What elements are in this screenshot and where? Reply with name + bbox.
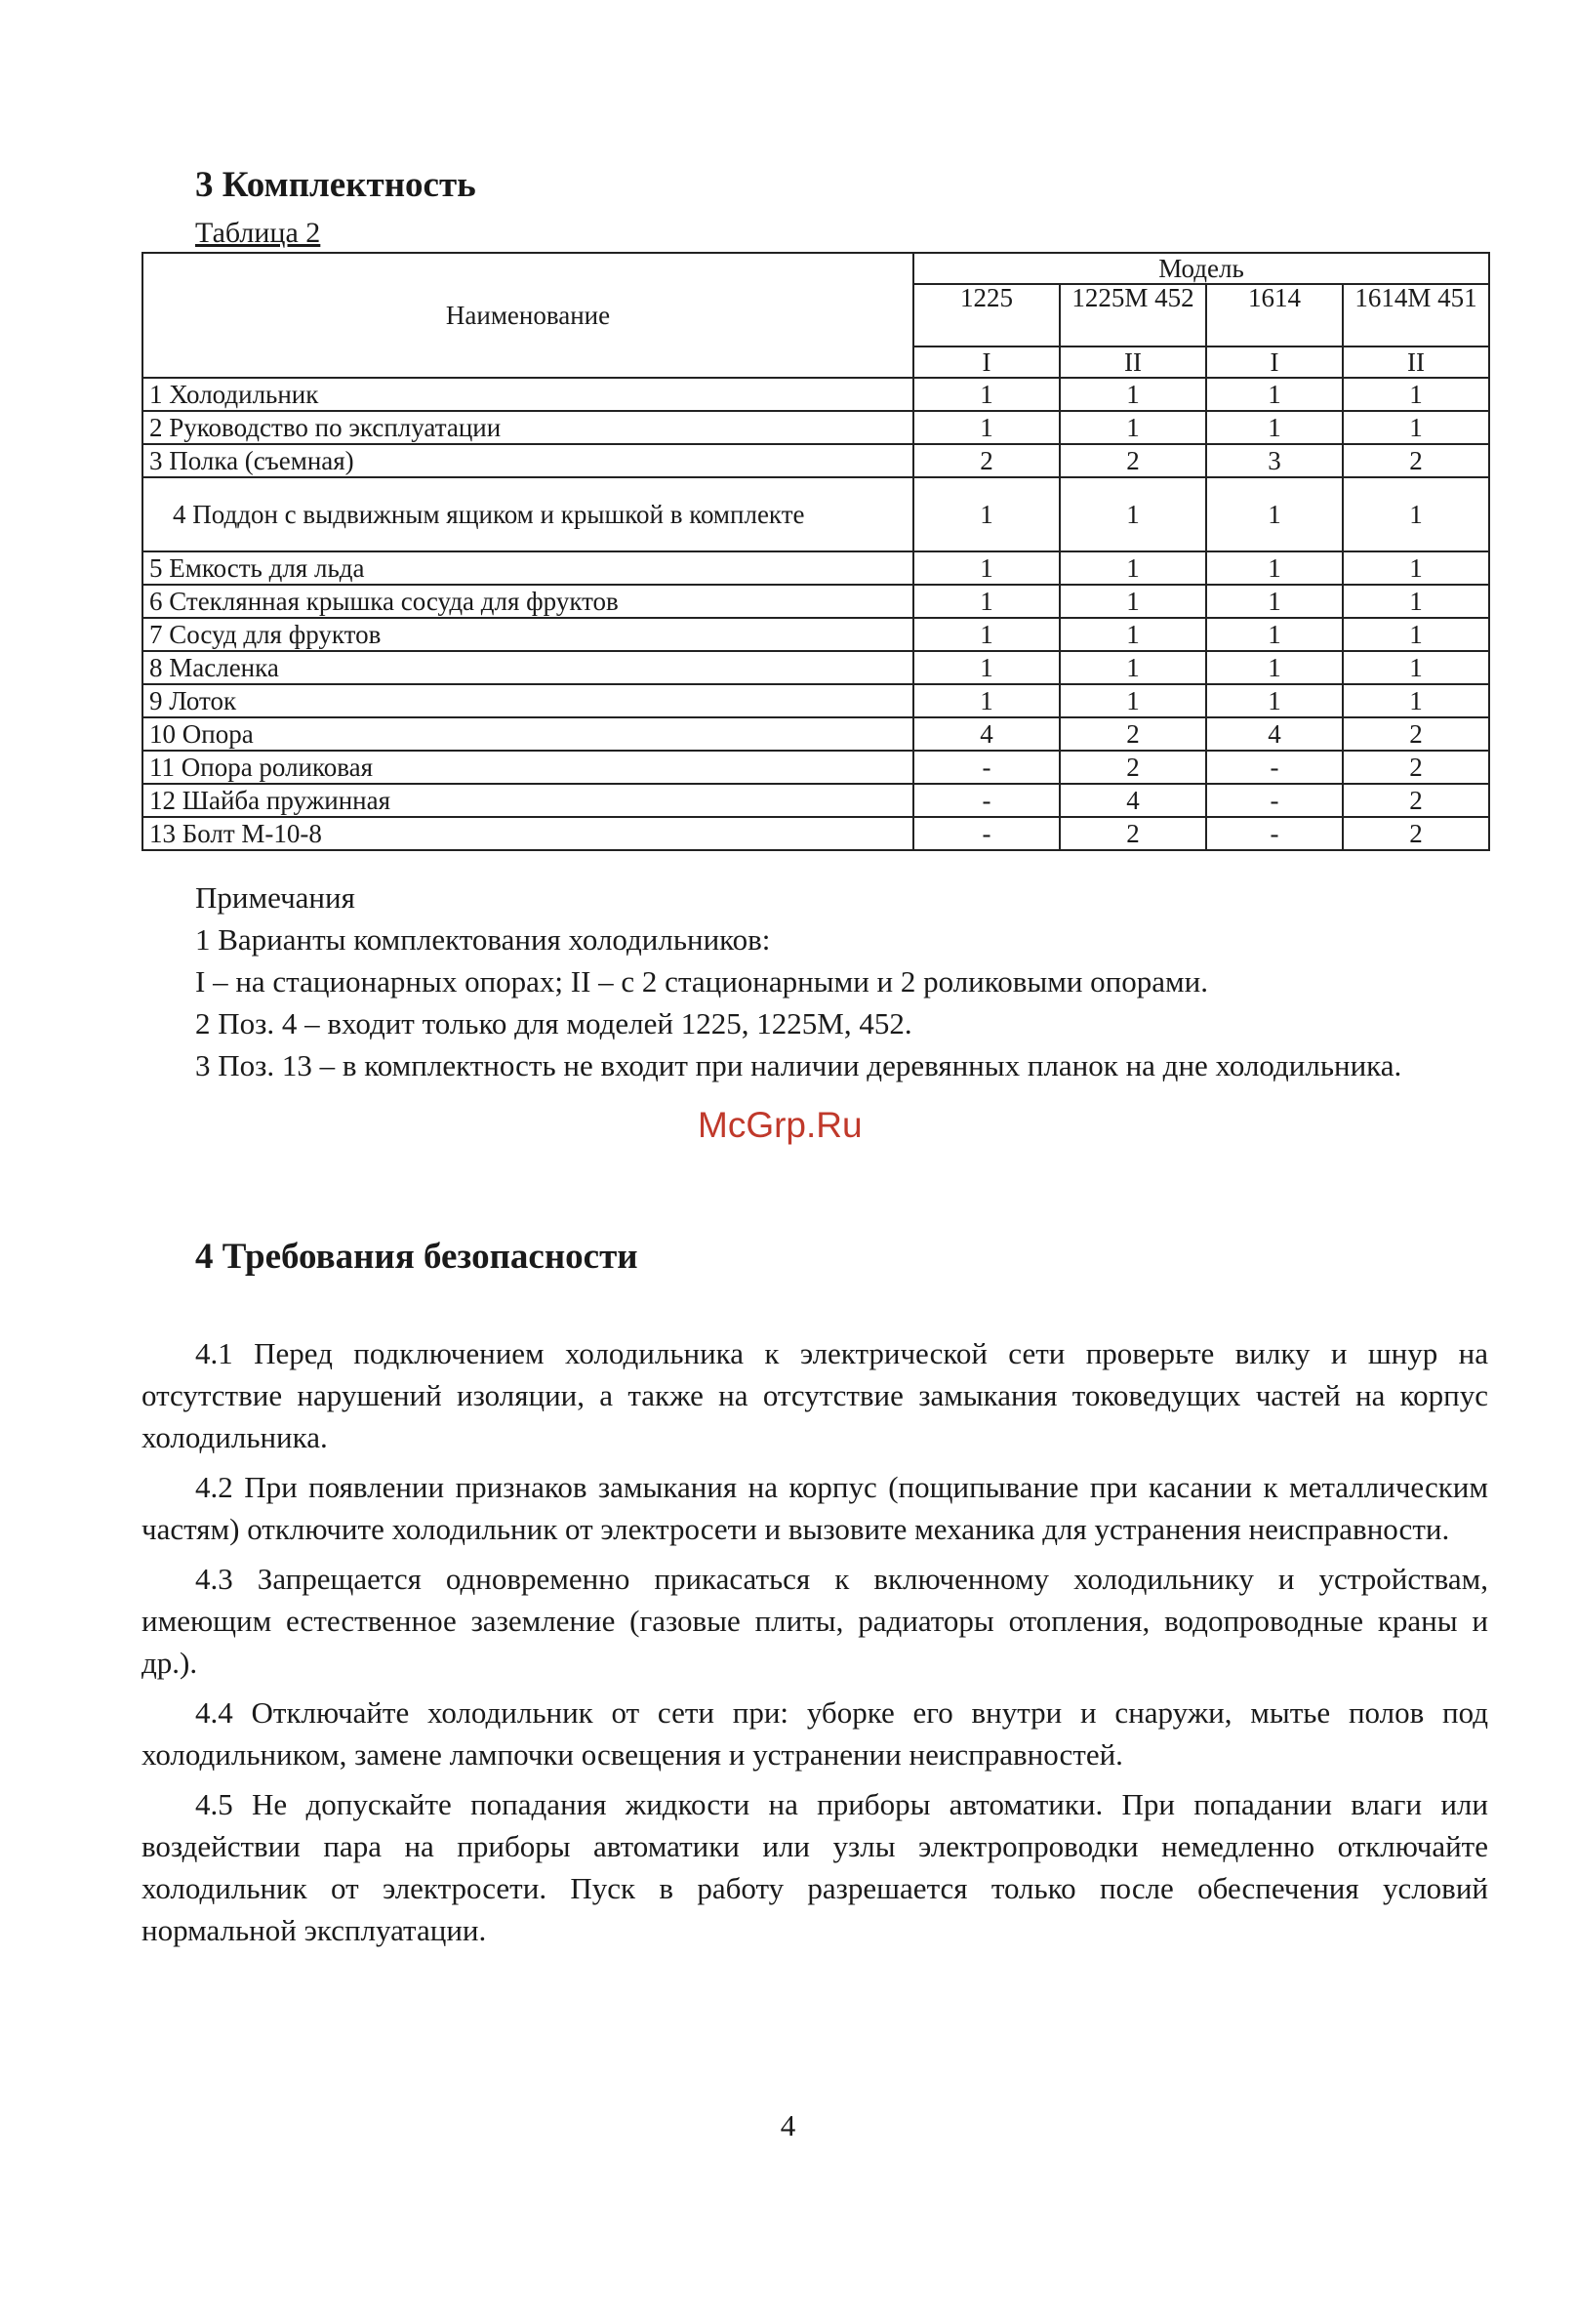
quantity-cell: 1 xyxy=(913,378,1060,411)
item-name-cell: 5 Емкость для льда xyxy=(142,551,913,585)
quantity-cell: 1 xyxy=(1060,378,1206,411)
quantity-cell: 2 xyxy=(913,444,1060,477)
note-line: 3 Поз. 13 – в комплектность не входит при наличии деревянных планок на дне холодильника. xyxy=(195,1048,1402,1082)
quantity-cell: - xyxy=(1206,751,1343,784)
section-4-title: 4 Требования безопасности xyxy=(195,1237,638,1277)
safety-paragraph: 4.2 При появлении признаков замыкания на корпус (пощипывание при касании к металлическим частям) отключите холодильник от электросети и вызовите механика для устранения неисправности. xyxy=(141,1470,1488,1546)
item-name-cell: 7 Сосуд для фруктов xyxy=(142,618,913,651)
table-row xyxy=(142,651,1489,684)
quantity-cell: 1 xyxy=(913,477,1060,551)
quantity-cell: 1 xyxy=(1060,618,1206,651)
quantity-cell: 2 xyxy=(1343,444,1489,477)
table-row xyxy=(142,717,1489,751)
table-row xyxy=(142,817,1489,850)
item-name-cell: 10 Опора xyxy=(142,717,913,751)
safety-paragraph: 4.4 Отключайте холодильник от сети при: уборке его внутри и снаружи, мытье полов под холодильником, замене лампочки освещения и устранении неисправностей. xyxy=(141,1695,1488,1772)
model-header: 1614M 451 xyxy=(1343,284,1489,347)
quantity-cell: 1 xyxy=(1206,618,1343,651)
item-name-cell: 9 Лоток xyxy=(142,684,913,717)
completeness-table-body xyxy=(142,378,1489,850)
table-row xyxy=(142,378,1489,411)
quantity-cell: 1 xyxy=(1343,585,1489,618)
note-line: 2 Поз. 4 – входит только для моделей 1225, 1225М, 452. xyxy=(195,1006,912,1040)
item-name-cell: 11 Опора роликовая xyxy=(142,751,913,784)
quantity-cell: 1 xyxy=(1206,585,1343,618)
item-name-cell: 6 Стеклянная крышка сосуда для фруктов xyxy=(142,585,913,618)
quantity-cell: 1 xyxy=(1343,477,1489,551)
quantity-cell: 1 xyxy=(1206,477,1343,551)
model-group-header: Модель xyxy=(913,253,1489,284)
table-row xyxy=(142,477,1489,551)
quantity-cell: 1 xyxy=(1060,651,1206,684)
note-line: 1 Варианты комплектования холодильников: xyxy=(195,922,771,957)
quantity-cell: 1 xyxy=(1343,651,1489,684)
quantity-cell: - xyxy=(1206,817,1343,850)
note-line: I – на стационарных опорах; II – с 2 стационарными и 2 роликовыми опорами. xyxy=(195,964,1208,999)
quantity-cell: 1 xyxy=(1060,551,1206,585)
item-name-cell: 3 Полка (съемная) xyxy=(142,444,913,477)
quantity-cell: 1 xyxy=(1343,378,1489,411)
quantity-cell: 3 xyxy=(1206,444,1343,477)
quantity-cell: 1 xyxy=(1343,411,1489,444)
item-name-cell: 12 Шайба пружинная xyxy=(142,784,913,817)
item-name-cell: 1 Холодильник xyxy=(142,378,913,411)
quantity-cell: 1 xyxy=(913,551,1060,585)
quantity-cell: 1 xyxy=(1206,378,1343,411)
notes-heading: Примечания xyxy=(195,880,355,915)
completeness-table xyxy=(141,252,1490,851)
quantity-cell: 1 xyxy=(1343,684,1489,717)
quantity-cell: 2 xyxy=(1060,751,1206,784)
variant-header: I xyxy=(913,347,1060,378)
table-row xyxy=(142,444,1489,477)
quantity-cell: 2 xyxy=(1343,717,1489,751)
table-row xyxy=(142,751,1489,784)
quantity-cell: 1 xyxy=(1343,551,1489,585)
quantity-cell: - xyxy=(1206,784,1343,817)
model-header: 1614 xyxy=(1206,284,1343,347)
quantity-cell: - xyxy=(913,751,1060,784)
quantity-cell: 4 xyxy=(1060,784,1206,817)
quantity-cell: 1 xyxy=(913,618,1060,651)
table-row xyxy=(142,618,1489,651)
page-number: 4 xyxy=(780,2108,796,2142)
quantity-cell: - xyxy=(913,784,1060,817)
table-row xyxy=(142,784,1489,817)
quantity-cell: 1 xyxy=(913,651,1060,684)
model-header: 1225 xyxy=(913,284,1060,347)
quantity-cell: 2 xyxy=(1343,784,1489,817)
item-name-cell: 4 Поддон с выдвижным ящиком и крышкой в комплекте xyxy=(142,477,913,551)
quantity-cell: 1 xyxy=(1206,684,1343,717)
quantity-cell: 1 xyxy=(1206,551,1343,585)
quantity-cell: 1 xyxy=(913,684,1060,717)
quantity-cell: 1 xyxy=(1060,585,1206,618)
quantity-cell: 2 xyxy=(1343,751,1489,784)
quantity-cell: 4 xyxy=(1206,717,1343,751)
variant-header: I xyxy=(1206,347,1343,378)
quantity-cell: 1 xyxy=(1206,651,1343,684)
safety-paragraph: 4.3 Запрещается одновременно прикасаться к включенному холодильнику и устройствам, имеющим естественное заземление (газовые плиты, радиаторы отопления, водопроводные краны и др.). xyxy=(141,1562,1488,1680)
item-name-cell: 13 Болт М-10-8 xyxy=(142,817,913,850)
quantity-cell: 2 xyxy=(1060,717,1206,751)
table-row xyxy=(142,411,1489,444)
quantity-cell: 2 xyxy=(1060,444,1206,477)
quantity-cell: 2 xyxy=(1060,817,1206,850)
table-row xyxy=(142,551,1489,585)
quantity-cell: 1 xyxy=(913,585,1060,618)
safety-requirements xyxy=(141,1332,1488,1959)
quantity-cell: 1 xyxy=(913,411,1060,444)
table-caption: Таблица 2 xyxy=(195,217,321,249)
notes-block xyxy=(141,877,1488,1086)
quantity-cell: 4 xyxy=(913,717,1060,751)
quantity-cell: 2 xyxy=(1343,817,1489,850)
name-column-header: Наименование xyxy=(142,253,913,378)
table-row xyxy=(142,684,1489,717)
quantity-cell: 1 xyxy=(1206,411,1343,444)
quantity-cell: 1 xyxy=(1060,477,1206,551)
quantity-cell: 1 xyxy=(1343,618,1489,651)
variant-header: II xyxy=(1060,347,1206,378)
section-3-title: 3 Комплектность xyxy=(195,165,476,205)
watermark-link[interactable]: McGrp.Ru xyxy=(698,1105,863,1145)
quantity-cell: 1 xyxy=(1060,684,1206,717)
model-header: 1225M 452 xyxy=(1060,284,1206,347)
safety-paragraph: 4.1 Перед подключением холодильника к электрической сети проверьте вилку и шнур на отсутствие нарушений изоляции, а также на отсутствие замыкания токоведущих частей на корпус холодильника. xyxy=(141,1336,1488,1454)
safety-paragraph: 4.5 Не допускайте попадания жидкости на приборы автоматики. При попадании влаги или воздействии пара на приборы автоматики или узлы электропроводки немедленно отключайте холодильник от электросети. Пуск в работу разрешается только после обеспечения условий нормальной эксплуатации. xyxy=(141,1787,1488,1947)
item-name-cell: 8 Масленка xyxy=(142,651,913,684)
table-row xyxy=(142,585,1489,618)
item-name-cell: 2 Руководство по эксплуатации xyxy=(142,411,913,444)
variant-header: II xyxy=(1343,347,1489,378)
quantity-cell: - xyxy=(913,817,1060,850)
quantity-cell: 1 xyxy=(1060,411,1206,444)
